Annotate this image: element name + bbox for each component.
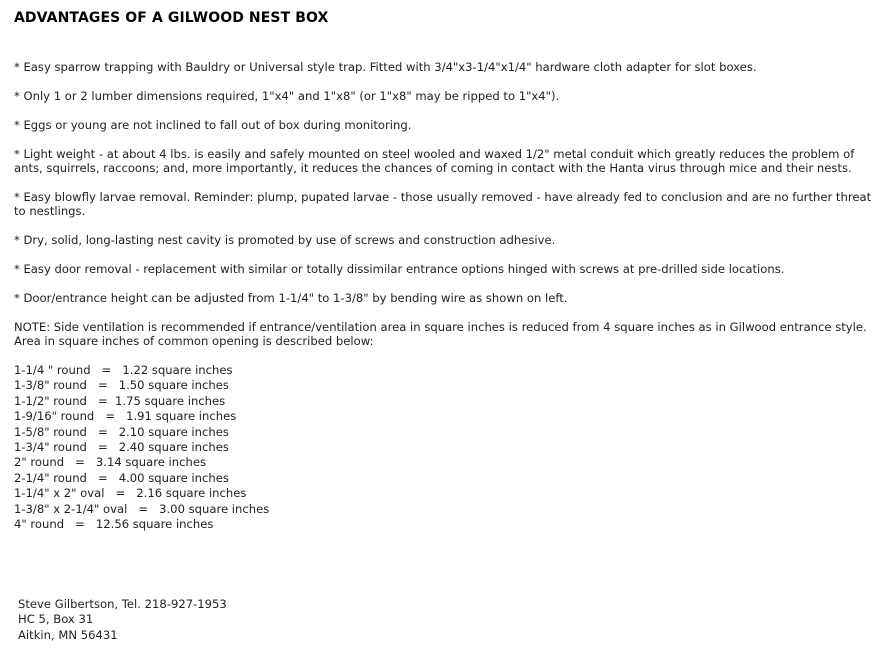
contact-block [18, 597, 227, 643]
opening-area-item: 1-3/8" round = 1.50 square inches [14, 378, 229, 393]
advantage-item: * Eggs or young are not inclined to fall out of box during monitoring. [14, 118, 412, 132]
opening-area-item: 1-1/4" x 2" oval = 2.16 square inches [14, 486, 247, 501]
document-page [14, 10, 884, 642]
contact-address-line-2: Aitkin, MN 56431 [18, 627, 118, 642]
ventilation-note: NOTE: Side ventilation is recommended if entrance/ventilation area in square inches is reduced from 4 square inches as in Gilwood entrance style. Area in square inches of common opening is described below: [14, 320, 867, 348]
opening-area-item: 1-1/4 " round = 1.22 square inches [14, 363, 233, 377]
advantage-item: * Dry, solid, long-lasting nest cavity is promoted by use of screws and construction adhesive. [14, 233, 556, 247]
opening-area-item: 2-1/4" round = 4.00 square inches [14, 470, 229, 485]
advantage-item: * Door/entrance height can be adjusted from 1-1/4" to 1-3/8" by bending wire as shown on left. [14, 291, 568, 305]
contact-address-line-1: HC 5, Box 31 [18, 612, 94, 627]
opening-area-item: 1-3/4" round = 2.40 square inches [14, 440, 229, 455]
opening-area-item: 1-5/8" round = 2.10 square inches [14, 424, 229, 439]
page-title: ADVANTAGES OF A GILWOOD NEST BOX [14, 10, 329, 26]
opening-area-item: 4" round = 12.56 square inches [14, 517, 214, 532]
contact-name-phone: Steve Gilbertson, Tel. 218-927-1953 [18, 597, 227, 611]
advantage-item: * Only 1 or 2 lumber dimensions required, 1"x4" and 1"x8" (or 1"x8" may be ripped to 1"x4"). [14, 89, 560, 103]
opening-area-item: 1-1/2" round = 1.75 square inches [14, 393, 226, 408]
advantage-item: * Easy sparrow trapping with Bauldry or Universal style trap. Fitted with 3/4"x3-1/4"x1/4" hardware cloth adapter for slot boxes. [14, 60, 757, 74]
opening-area-item: 2" round = 3.14 square inches [14, 455, 207, 470]
advantage-item: * Light weight - at about 4 lbs. is easily and safely mounted on steel wooled and waxed 1/2" metal conduit which greatly reduces the problem of ants, squirrels, raccoons; and, more importantly, it reduces the chances of coming in contact with the Hanta virus through mice and their nests. [14, 147, 855, 175]
advantage-item: * Easy door removal - replacement with similar or totally dissimilar entrance options hinged with screws at pre-drilled side locations. [14, 262, 785, 276]
opening-area-item: 1-9/16" round = 1.91 square inches [14, 409, 237, 424]
opening-area-item: 1-3/8" x 2-1/4" oval = 3.00 square inches [14, 501, 270, 516]
opening-area-list [14, 363, 880, 532]
advantages-list [14, 60, 880, 532]
advantage-item: * Easy blowfly larvae removal. Reminder: plump, pupated larvae - those usually removed - have already fed to conclusion and are no further threat to nestlings. [14, 190, 872, 218]
